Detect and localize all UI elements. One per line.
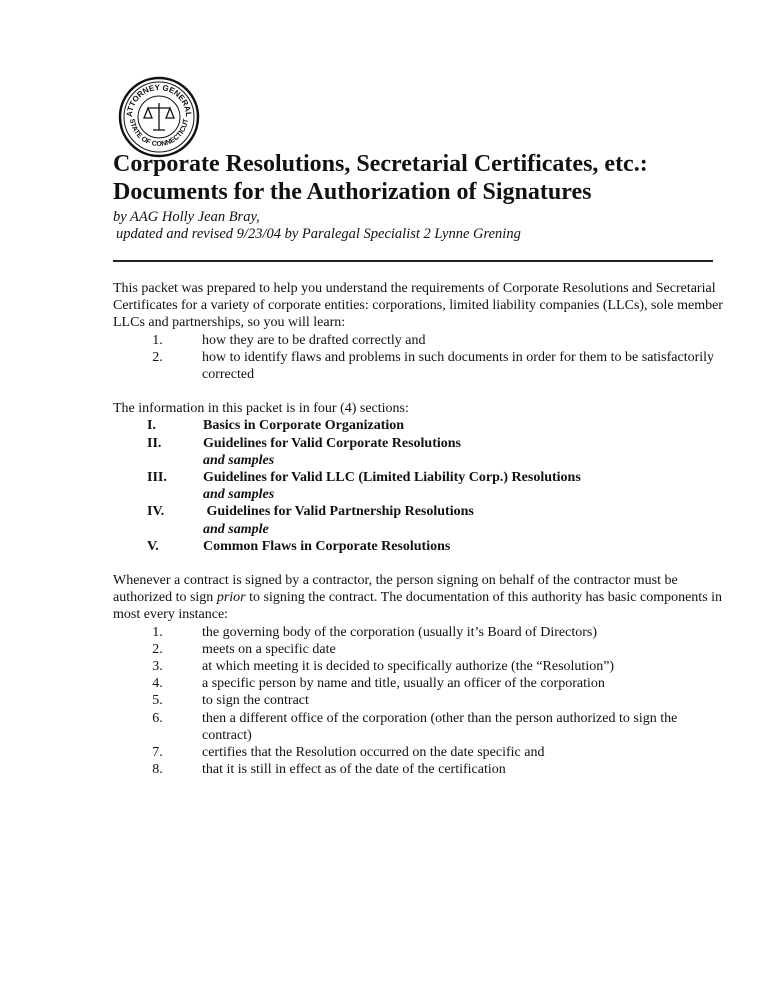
sections-intro: The information in this packet is in four (4) sections: xyxy=(113,401,409,417)
attorney-general-seal xyxy=(118,76,200,158)
authority-list xyxy=(113,624,723,779)
list-item: 2. meets on a specific date xyxy=(152,641,336,657)
byline: by AAG Holly Jean Bray, updated and revised 9/23/04 by Paralegal Specialist 2 Lynne Grening xyxy=(113,209,521,242)
intro-paragraph: This packet was prepared to help you understand the requirements of Corporate Resolutions and Secretarial Certificates for a variety of corporate entities: corporations, limited liability companies (LLCs), sole member LLCs and partnerships, so you will learn: xyxy=(113,281,723,331)
section-item: II. Guidelines for Valid Corporate Resolutions and samples xyxy=(147,435,461,468)
section-item: III. Guidelines for Valid LLC (Limited Liability Corp.) Resolutions and samples xyxy=(147,470,581,503)
list-item: 1. how they are to be drafted correctly and xyxy=(152,332,426,348)
list-item: 2. how to identify flaws and problems in such documents in order for them to be satisfactorily corrected xyxy=(152,349,715,383)
svg-text:STATE OF CONNECTICUT: STATE OF CONNECTICUT xyxy=(128,118,190,149)
list-item: 1. the governing body of the corporation (usually it’s Board of Directors) xyxy=(152,624,598,640)
list-item: 7. certifies that the Resolution occurred on the date specific and xyxy=(152,745,545,761)
authority-paragraph: Whenever a contract is signed by a contractor, the person signing on behalf of the contractor must be authorized to sign prior to signing the contract. The documentation of this authority has basic components in most every instance: xyxy=(113,573,723,623)
section-item: IV. Guidelines for Valid Partnership Resolutions and sample xyxy=(147,504,474,537)
page-title: Corporate Resolutions, Secretarial Certificates, etc.: Documents for the Authorization of Signatures xyxy=(113,151,648,205)
list-item: 4. a specific person by name and title, usually an officer of the corporation xyxy=(152,676,605,692)
section-item: I. Basics in Corporate Organization xyxy=(147,418,405,434)
list-item: 8. that it is still in effect as of the date of the certification xyxy=(152,762,506,778)
svg-text:ATTORNEY GENERAL: ATTORNEY GENERAL xyxy=(124,82,194,118)
list-item: 5. to sign the contract xyxy=(152,693,309,709)
horizontal-rule xyxy=(113,260,713,262)
intro-list xyxy=(113,332,723,384)
sections-list xyxy=(113,417,723,555)
list-item: 6. then a different office of the corporation (other than the person authorized to sign the contract) xyxy=(152,710,678,743)
section-item: V. Common Flaws in Corporate Resolutions xyxy=(147,538,451,554)
list-item: 3. at which meeting it is decided to specifically authorize (the “Resolution”) xyxy=(152,659,615,675)
document-body xyxy=(113,280,723,778)
